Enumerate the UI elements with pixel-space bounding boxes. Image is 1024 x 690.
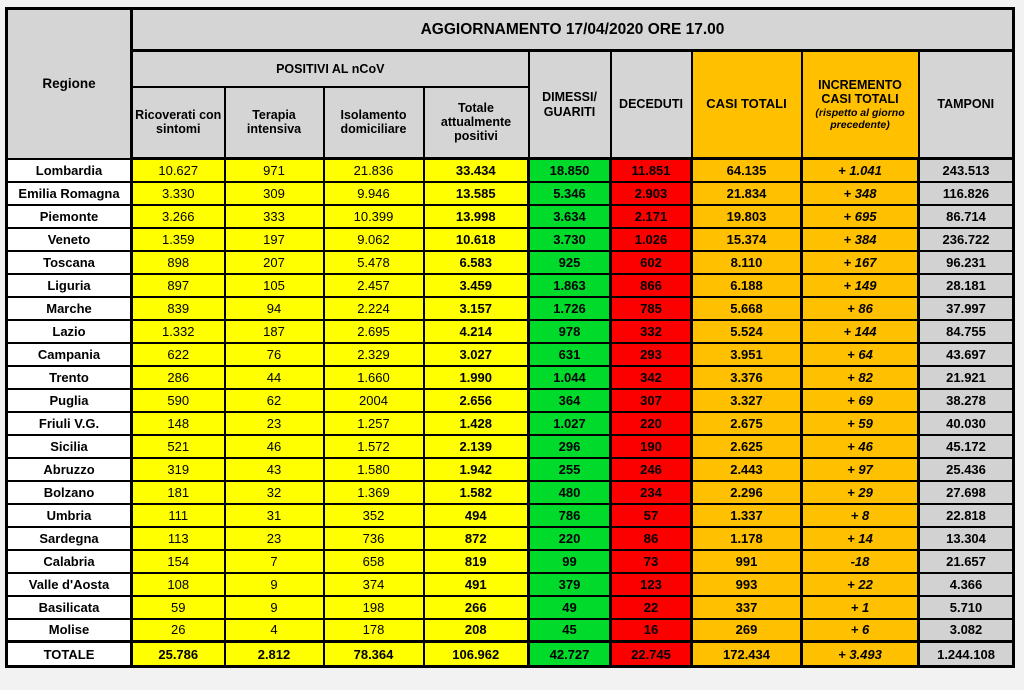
column-header-tamponi: TAMPONI bbox=[919, 51, 1014, 159]
cell-region: Emilia Romagna bbox=[7, 182, 132, 205]
cell-casi-totali: 2.625 bbox=[692, 435, 802, 458]
table-row bbox=[7, 481, 1014, 504]
cell-tamponi: 28.181 bbox=[919, 274, 1014, 297]
cell-terapia: 44 bbox=[225, 366, 324, 389]
cell-incremento: + 6 bbox=[802, 619, 919, 642]
column-header-totale-positivi: Totale attualmente positivi bbox=[424, 87, 529, 159]
cell-totale-positivi: 3.027 bbox=[424, 343, 529, 366]
cell-tamponi: 3.082 bbox=[919, 619, 1014, 642]
cell-tamponi: 236.722 bbox=[919, 228, 1014, 251]
table-row bbox=[7, 297, 1014, 320]
table-row bbox=[7, 389, 1014, 412]
cell-casi-totali: 337 bbox=[692, 596, 802, 619]
cell-totale-positivi: 1.990 bbox=[424, 366, 529, 389]
cell-ricoverati: 897 bbox=[132, 274, 225, 297]
cell-dimessi: 3.730 bbox=[529, 228, 611, 251]
cell-region: Campania bbox=[7, 343, 132, 366]
cell-terapia: 197 bbox=[225, 228, 324, 251]
cell-totale-positivi: 819 bbox=[424, 550, 529, 573]
cell-isolamento: 198 bbox=[324, 596, 424, 619]
cell-tamponi: 21.657 bbox=[919, 550, 1014, 573]
totals-deceduti: 22.745 bbox=[611, 642, 692, 667]
cell-incremento: + 1.041 bbox=[802, 159, 919, 182]
covid-data-table bbox=[5, 7, 1015, 668]
cell-region: Sicilia bbox=[7, 435, 132, 458]
cell-totale-positivi: 494 bbox=[424, 504, 529, 527]
cell-incremento: + 167 bbox=[802, 251, 919, 274]
cell-isolamento: 658 bbox=[324, 550, 424, 573]
cell-ricoverati: 622 bbox=[132, 343, 225, 366]
cell-incremento: + 144 bbox=[802, 320, 919, 343]
table-row bbox=[7, 228, 1014, 251]
cell-deceduti: 22 bbox=[611, 596, 692, 619]
cell-ricoverati: 590 bbox=[132, 389, 225, 412]
cell-tamponi: 96.231 bbox=[919, 251, 1014, 274]
cell-incremento: + 97 bbox=[802, 458, 919, 481]
totals-row bbox=[7, 642, 1014, 667]
cell-ricoverati: 26 bbox=[132, 619, 225, 642]
cell-totale-positivi: 3.459 bbox=[424, 274, 529, 297]
cell-dimessi: 925 bbox=[529, 251, 611, 274]
cell-dimessi: 255 bbox=[529, 458, 611, 481]
column-header-terapia-intensiva: Terapia intensiva bbox=[225, 87, 324, 159]
cell-deceduti: 293 bbox=[611, 343, 692, 366]
cell-deceduti: 307 bbox=[611, 389, 692, 412]
cell-tamponi: 4.366 bbox=[919, 573, 1014, 596]
cell-incremento: + 29 bbox=[802, 481, 919, 504]
cell-terapia: 4 bbox=[225, 619, 324, 642]
cell-casi-totali: 3.951 bbox=[692, 343, 802, 366]
cell-incremento: + 86 bbox=[802, 297, 919, 320]
cell-dimessi: 3.634 bbox=[529, 205, 611, 228]
cell-region: Molise bbox=[7, 619, 132, 642]
cell-isolamento: 374 bbox=[324, 573, 424, 596]
cell-incremento: + 14 bbox=[802, 527, 919, 550]
cell-isolamento: 178 bbox=[324, 619, 424, 642]
cell-isolamento: 2.457 bbox=[324, 274, 424, 297]
cell-incremento: + 149 bbox=[802, 274, 919, 297]
cell-ricoverati: 3.330 bbox=[132, 182, 225, 205]
cell-ricoverati: 108 bbox=[132, 573, 225, 596]
cell-deceduti: 785 bbox=[611, 297, 692, 320]
cell-incremento: + 348 bbox=[802, 182, 919, 205]
cell-incremento: + 695 bbox=[802, 205, 919, 228]
cell-isolamento: 5.478 bbox=[324, 251, 424, 274]
cell-dimessi: 18.850 bbox=[529, 159, 611, 182]
cell-dimessi: 220 bbox=[529, 527, 611, 550]
cell-ricoverati: 286 bbox=[132, 366, 225, 389]
cell-terapia: 207 bbox=[225, 251, 324, 274]
cell-terapia: 31 bbox=[225, 504, 324, 527]
cell-isolamento: 9.062 bbox=[324, 228, 424, 251]
cell-terapia: 309 bbox=[225, 182, 324, 205]
cell-region: Calabria bbox=[7, 550, 132, 573]
cell-terapia: 333 bbox=[225, 205, 324, 228]
cell-casi-totali: 21.834 bbox=[692, 182, 802, 205]
cell-casi-totali: 3.376 bbox=[692, 366, 802, 389]
incremento-header-line1: INCREMENTO bbox=[818, 77, 902, 92]
cell-isolamento: 2.329 bbox=[324, 343, 424, 366]
cell-region: Friuli V.G. bbox=[7, 412, 132, 435]
incremento-header-line2: CASI TOTALI bbox=[821, 91, 899, 106]
cell-tamponi: 45.172 bbox=[919, 435, 1014, 458]
totals-casi-totali: 172.434 bbox=[692, 642, 802, 667]
table-row bbox=[7, 619, 1014, 642]
cell-ricoverati: 1.332 bbox=[132, 320, 225, 343]
cell-deceduti: 332 bbox=[611, 320, 692, 343]
cell-tamponi: 27.698 bbox=[919, 481, 1014, 504]
table-row bbox=[7, 182, 1014, 205]
totals-isolamento: 78.364 bbox=[324, 642, 424, 667]
table-row bbox=[7, 205, 1014, 228]
cell-region: Trento bbox=[7, 366, 132, 389]
cell-ricoverati: 521 bbox=[132, 435, 225, 458]
cell-deceduti: 866 bbox=[611, 274, 692, 297]
cell-deceduti: 2.171 bbox=[611, 205, 692, 228]
cell-ricoverati: 113 bbox=[132, 527, 225, 550]
cell-ricoverati: 1.359 bbox=[132, 228, 225, 251]
cell-totale-positivi: 13.998 bbox=[424, 205, 529, 228]
totals-tamponi: 1.244.108 bbox=[919, 642, 1014, 667]
cell-casi-totali: 2.675 bbox=[692, 412, 802, 435]
cell-tamponi: 13.304 bbox=[919, 527, 1014, 550]
cell-region: Lombardia bbox=[7, 159, 132, 182]
cell-deceduti: 73 bbox=[611, 550, 692, 573]
cell-isolamento: 1.257 bbox=[324, 412, 424, 435]
cell-ricoverati: 181 bbox=[132, 481, 225, 504]
table-row bbox=[7, 573, 1014, 596]
column-group-positivi: POSITIVI AL nCoV bbox=[132, 51, 529, 87]
cell-isolamento: 1.660 bbox=[324, 366, 424, 389]
cell-dimessi: 364 bbox=[529, 389, 611, 412]
cell-tamponi: 25.436 bbox=[919, 458, 1014, 481]
table-row bbox=[7, 504, 1014, 527]
cell-isolamento: 1.580 bbox=[324, 458, 424, 481]
cell-terapia: 23 bbox=[225, 412, 324, 435]
cell-totale-positivi: 1.942 bbox=[424, 458, 529, 481]
table-row bbox=[7, 159, 1014, 182]
cell-casi-totali: 64.135 bbox=[692, 159, 802, 182]
cell-totale-positivi: 10.618 bbox=[424, 228, 529, 251]
cell-region: Umbria bbox=[7, 504, 132, 527]
cell-totale-positivi: 6.583 bbox=[424, 251, 529, 274]
cell-incremento: + 69 bbox=[802, 389, 919, 412]
cell-incremento: + 22 bbox=[802, 573, 919, 596]
totals-incremento: + 3.493 bbox=[802, 642, 919, 667]
cell-region: Marche bbox=[7, 297, 132, 320]
cell-isolamento: 9.946 bbox=[324, 182, 424, 205]
cell-casi-totali: 19.803 bbox=[692, 205, 802, 228]
table-title: AGGIORNAMENTO 17/04/2020 ORE 17.00 bbox=[132, 9, 1014, 51]
cell-deceduti: 11.851 bbox=[611, 159, 692, 182]
cell-dimessi: 99 bbox=[529, 550, 611, 573]
cell-region: Basilicata bbox=[7, 596, 132, 619]
table-row bbox=[7, 251, 1014, 274]
column-header-ricoverati: Ricoverati con sintomi bbox=[132, 87, 225, 159]
cell-isolamento: 1.572 bbox=[324, 435, 424, 458]
table-row bbox=[7, 274, 1014, 297]
totals-label: TOTALE bbox=[7, 642, 132, 667]
cell-totale-positivi: 2.656 bbox=[424, 389, 529, 412]
totals-totale-positivi: 106.962 bbox=[424, 642, 529, 667]
table-row bbox=[7, 458, 1014, 481]
cell-tamponi: 21.921 bbox=[919, 366, 1014, 389]
cell-region: Puglia bbox=[7, 389, 132, 412]
table-row bbox=[7, 366, 1014, 389]
cell-deceduti: 86 bbox=[611, 527, 692, 550]
column-header-incremento bbox=[802, 51, 919, 159]
cell-region: Valle d'Aosta bbox=[7, 573, 132, 596]
cell-terapia: 971 bbox=[225, 159, 324, 182]
table-row bbox=[7, 320, 1014, 343]
cell-incremento: + 82 bbox=[802, 366, 919, 389]
cell-dimessi: 1.863 bbox=[529, 274, 611, 297]
totals-dimessi: 42.727 bbox=[529, 642, 611, 667]
cell-incremento: -18 bbox=[802, 550, 919, 573]
cell-incremento: + 384 bbox=[802, 228, 919, 251]
cell-dimessi: 1.027 bbox=[529, 412, 611, 435]
cell-dimessi: 480 bbox=[529, 481, 611, 504]
cell-deceduti: 2.903 bbox=[611, 182, 692, 205]
cell-incremento: + 1 bbox=[802, 596, 919, 619]
cell-dimessi: 45 bbox=[529, 619, 611, 642]
cell-terapia: 9 bbox=[225, 573, 324, 596]
cell-casi-totali: 991 bbox=[692, 550, 802, 573]
cell-dimessi: 1.726 bbox=[529, 297, 611, 320]
cell-totale-positivi: 491 bbox=[424, 573, 529, 596]
cell-dimessi: 978 bbox=[529, 320, 611, 343]
cell-deceduti: 123 bbox=[611, 573, 692, 596]
cell-ricoverati: 111 bbox=[132, 504, 225, 527]
cell-region: Liguria bbox=[7, 274, 132, 297]
cell-dimessi: 296 bbox=[529, 435, 611, 458]
cell-tamponi: 84.755 bbox=[919, 320, 1014, 343]
table-row bbox=[7, 435, 1014, 458]
cell-terapia: 7 bbox=[225, 550, 324, 573]
cell-ricoverati: 898 bbox=[132, 251, 225, 274]
cell-dimessi: 1.044 bbox=[529, 366, 611, 389]
cell-dimessi: 631 bbox=[529, 343, 611, 366]
cell-casi-totali: 2.443 bbox=[692, 458, 802, 481]
cell-ricoverati: 154 bbox=[132, 550, 225, 573]
cell-tamponi: 116.826 bbox=[919, 182, 1014, 205]
cell-terapia: 62 bbox=[225, 389, 324, 412]
cell-casi-totali: 5.524 bbox=[692, 320, 802, 343]
cell-tamponi: 38.278 bbox=[919, 389, 1014, 412]
cell-region: Abruzzo bbox=[7, 458, 132, 481]
cell-incremento: + 8 bbox=[802, 504, 919, 527]
cell-deceduti: 220 bbox=[611, 412, 692, 435]
cell-isolamento: 352 bbox=[324, 504, 424, 527]
table-row bbox=[7, 412, 1014, 435]
cell-isolamento: 2004 bbox=[324, 389, 424, 412]
cell-totale-positivi: 1.582 bbox=[424, 481, 529, 504]
cell-totale-positivi: 4.214 bbox=[424, 320, 529, 343]
cell-incremento: + 59 bbox=[802, 412, 919, 435]
totals-ricoverati: 25.786 bbox=[132, 642, 225, 667]
cell-dimessi: 49 bbox=[529, 596, 611, 619]
cell-casi-totali: 6.188 bbox=[692, 274, 802, 297]
cell-ricoverati: 148 bbox=[132, 412, 225, 435]
cell-tamponi: 86.714 bbox=[919, 205, 1014, 228]
cell-terapia: 32 bbox=[225, 481, 324, 504]
cell-dimessi: 379 bbox=[529, 573, 611, 596]
cell-casi-totali: 1.337 bbox=[692, 504, 802, 527]
cell-deceduti: 16 bbox=[611, 619, 692, 642]
cell-dimessi: 5.346 bbox=[529, 182, 611, 205]
totals-terapia: 2.812 bbox=[225, 642, 324, 667]
cell-terapia: 9 bbox=[225, 596, 324, 619]
cell-casi-totali: 269 bbox=[692, 619, 802, 642]
cell-tamponi: 22.818 bbox=[919, 504, 1014, 527]
table-row bbox=[7, 527, 1014, 550]
cell-tamponi: 40.030 bbox=[919, 412, 1014, 435]
cell-ricoverati: 10.627 bbox=[132, 159, 225, 182]
cell-totale-positivi: 13.585 bbox=[424, 182, 529, 205]
cell-deceduti: 342 bbox=[611, 366, 692, 389]
cell-incremento: + 64 bbox=[802, 343, 919, 366]
cell-deceduti: 1.026 bbox=[611, 228, 692, 251]
cell-ricoverati: 839 bbox=[132, 297, 225, 320]
cell-terapia: 94 bbox=[225, 297, 324, 320]
cell-region: Sardegna bbox=[7, 527, 132, 550]
cell-totale-positivi: 266 bbox=[424, 596, 529, 619]
cell-tamponi: 43.697 bbox=[919, 343, 1014, 366]
cell-totale-positivi: 2.139 bbox=[424, 435, 529, 458]
cell-isolamento: 1.369 bbox=[324, 481, 424, 504]
cell-deceduti: 190 bbox=[611, 435, 692, 458]
column-header-isolamento: Isolamento domiciliare bbox=[324, 87, 424, 159]
column-header-regione: Regione bbox=[7, 9, 132, 159]
cell-deceduti: 602 bbox=[611, 251, 692, 274]
cell-casi-totali: 2.296 bbox=[692, 481, 802, 504]
column-header-casi-totali: CASI TOTALI bbox=[692, 51, 802, 159]
cell-region: Lazio bbox=[7, 320, 132, 343]
cell-isolamento: 2.224 bbox=[324, 297, 424, 320]
cell-terapia: 23 bbox=[225, 527, 324, 550]
cell-ricoverati: 59 bbox=[132, 596, 225, 619]
incremento-header-note: (rispetto al giorno precedente) bbox=[815, 107, 905, 132]
cell-casi-totali: 5.668 bbox=[692, 297, 802, 320]
column-header-deceduti: DECEDUTI bbox=[611, 51, 692, 159]
cell-region: Toscana bbox=[7, 251, 132, 274]
cell-incremento: + 46 bbox=[802, 435, 919, 458]
cell-terapia: 76 bbox=[225, 343, 324, 366]
cell-deceduti: 246 bbox=[611, 458, 692, 481]
cell-casi-totali: 8.110 bbox=[692, 251, 802, 274]
cell-dimessi: 786 bbox=[529, 504, 611, 527]
cell-casi-totali: 15.374 bbox=[692, 228, 802, 251]
cell-deceduti: 234 bbox=[611, 481, 692, 504]
column-header-dimessi-guariti: DIMESSI/ GUARITI bbox=[529, 51, 611, 159]
cell-isolamento: 736 bbox=[324, 527, 424, 550]
cell-casi-totali: 3.327 bbox=[692, 389, 802, 412]
cell-ricoverati: 3.266 bbox=[132, 205, 225, 228]
cell-totale-positivi: 1.428 bbox=[424, 412, 529, 435]
cell-region: Piemonte bbox=[7, 205, 132, 228]
cell-casi-totali: 993 bbox=[692, 573, 802, 596]
cell-terapia: 105 bbox=[225, 274, 324, 297]
cell-tamponi: 37.997 bbox=[919, 297, 1014, 320]
cell-totale-positivi: 33.434 bbox=[424, 159, 529, 182]
cell-deceduti: 57 bbox=[611, 504, 692, 527]
cell-terapia: 46 bbox=[225, 435, 324, 458]
cell-totale-positivi: 3.157 bbox=[424, 297, 529, 320]
cell-terapia: 187 bbox=[225, 320, 324, 343]
cell-isolamento: 2.695 bbox=[324, 320, 424, 343]
cell-tamponi: 243.513 bbox=[919, 159, 1014, 182]
cell-tamponi: 5.710 bbox=[919, 596, 1014, 619]
cell-region: Bolzano bbox=[7, 481, 132, 504]
cell-casi-totali: 1.178 bbox=[692, 527, 802, 550]
cell-isolamento: 10.399 bbox=[324, 205, 424, 228]
table-row bbox=[7, 550, 1014, 573]
cell-totale-positivi: 208 bbox=[424, 619, 529, 642]
table-row bbox=[7, 343, 1014, 366]
cell-region: Veneto bbox=[7, 228, 132, 251]
cell-terapia: 43 bbox=[225, 458, 324, 481]
cell-ricoverati: 319 bbox=[132, 458, 225, 481]
table-row bbox=[7, 596, 1014, 619]
cell-isolamento: 21.836 bbox=[324, 159, 424, 182]
cell-totale-positivi: 872 bbox=[424, 527, 529, 550]
